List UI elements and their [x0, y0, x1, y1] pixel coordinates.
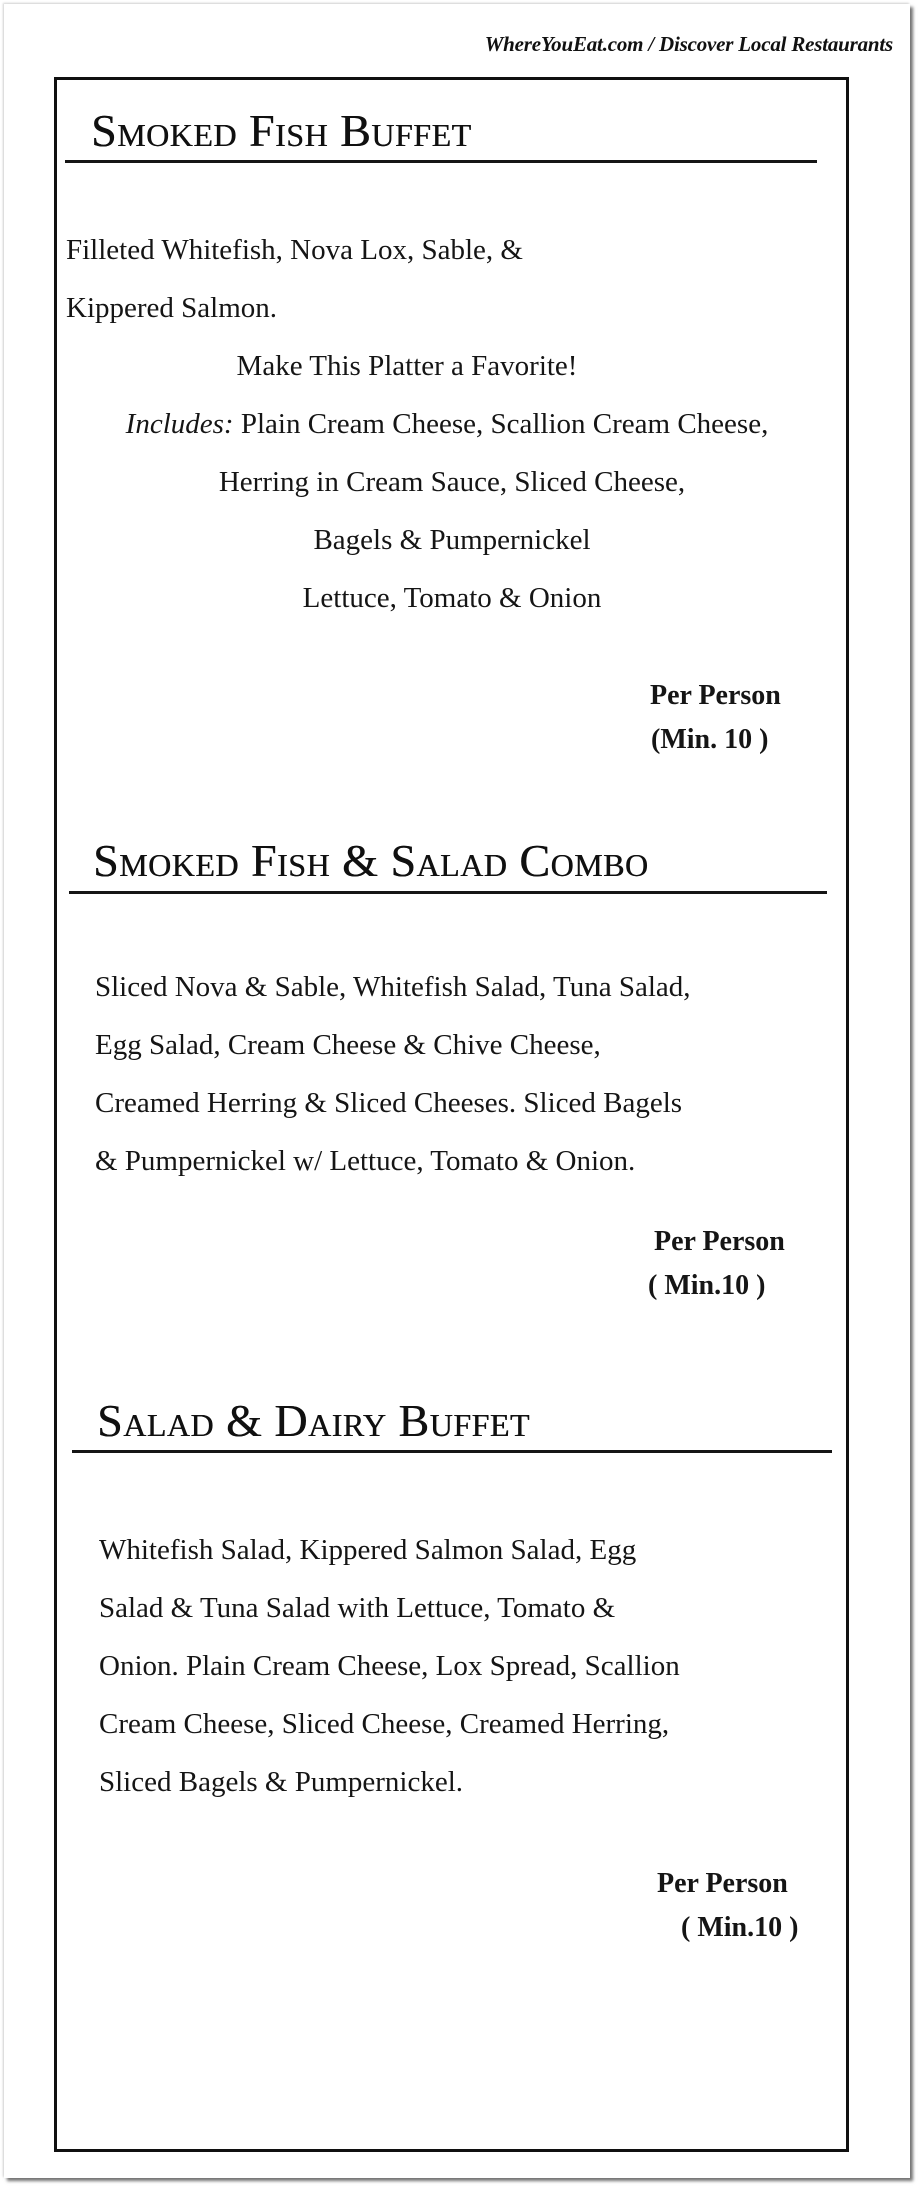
- tagline: Make This Platter a Favorite!: [236, 350, 578, 382]
- minimum-order: ( Min.10 ): [681, 1912, 799, 1943]
- price-unit: Per Person: [654, 1226, 785, 1257]
- minimum-order: (Min. 10 ): [651, 724, 769, 755]
- price-unit: Per Person: [657, 1868, 788, 1899]
- description-line: & Pumpernickel w/ Lettuce, Tomato & Onion.: [95, 1145, 636, 1177]
- includes-line: [57, 408, 837, 440]
- section-title: Smoked Fish & Salad Combo: [93, 835, 649, 886]
- description-line: Sliced Nova & Sable, Whitefish Salad, Tuna Salad,: [95, 971, 691, 1003]
- section-divider: [69, 891, 827, 894]
- section-title: Smoked Fish Buffet: [91, 105, 472, 156]
- site-header: WhereYouEat.com / Discover Local Restaurants: [484, 32, 893, 56]
- description-line: Egg Salad, Cream Cheese & Chive Cheese,: [95, 1029, 601, 1061]
- description-line: Creamed Herring & Sliced Cheeses. Sliced Bagels: [95, 1087, 683, 1119]
- menu-page: [4, 4, 910, 2178]
- section-divider: [72, 1450, 832, 1453]
- description-line: Kippered Salmon.: [66, 292, 278, 324]
- description-line: Bagels & Pumpernickel: [313, 524, 591, 556]
- description-line: Lettuce, Tomato & Onion: [302, 582, 602, 614]
- description-line: Filleted Whitefish, Nova Lox, Sable, &: [66, 234, 523, 266]
- description-line: Onion. Plain Cream Cheese, Lox Spread, Scallion: [99, 1650, 680, 1682]
- description-line: Whitefish Salad, Kippered Salmon Salad, Egg: [99, 1534, 637, 1566]
- price-unit: Per Person: [650, 680, 781, 711]
- section-divider: [65, 160, 817, 163]
- section-title: Salad & Dairy Buffet: [97, 1395, 530, 1446]
- description-line: Herring in Cream Sauce, Sliced Cheese,: [218, 466, 686, 498]
- description-line: Cream Cheese, Sliced Cheese, Creamed Herring,: [99, 1708, 670, 1740]
- menu-frame: [54, 77, 849, 2152]
- includes-text: Plain Cream Cheese, Scallion Cream Cheese,: [240, 408, 769, 440]
- description-line: Sliced Bagels & Pumpernickel.: [99, 1766, 464, 1798]
- includes-label: Includes:: [125, 408, 234, 440]
- description-line: Salad & Tuna Salad with Lettuce, Tomato &: [99, 1592, 616, 1624]
- minimum-order: ( Min.10 ): [648, 1270, 766, 1301]
